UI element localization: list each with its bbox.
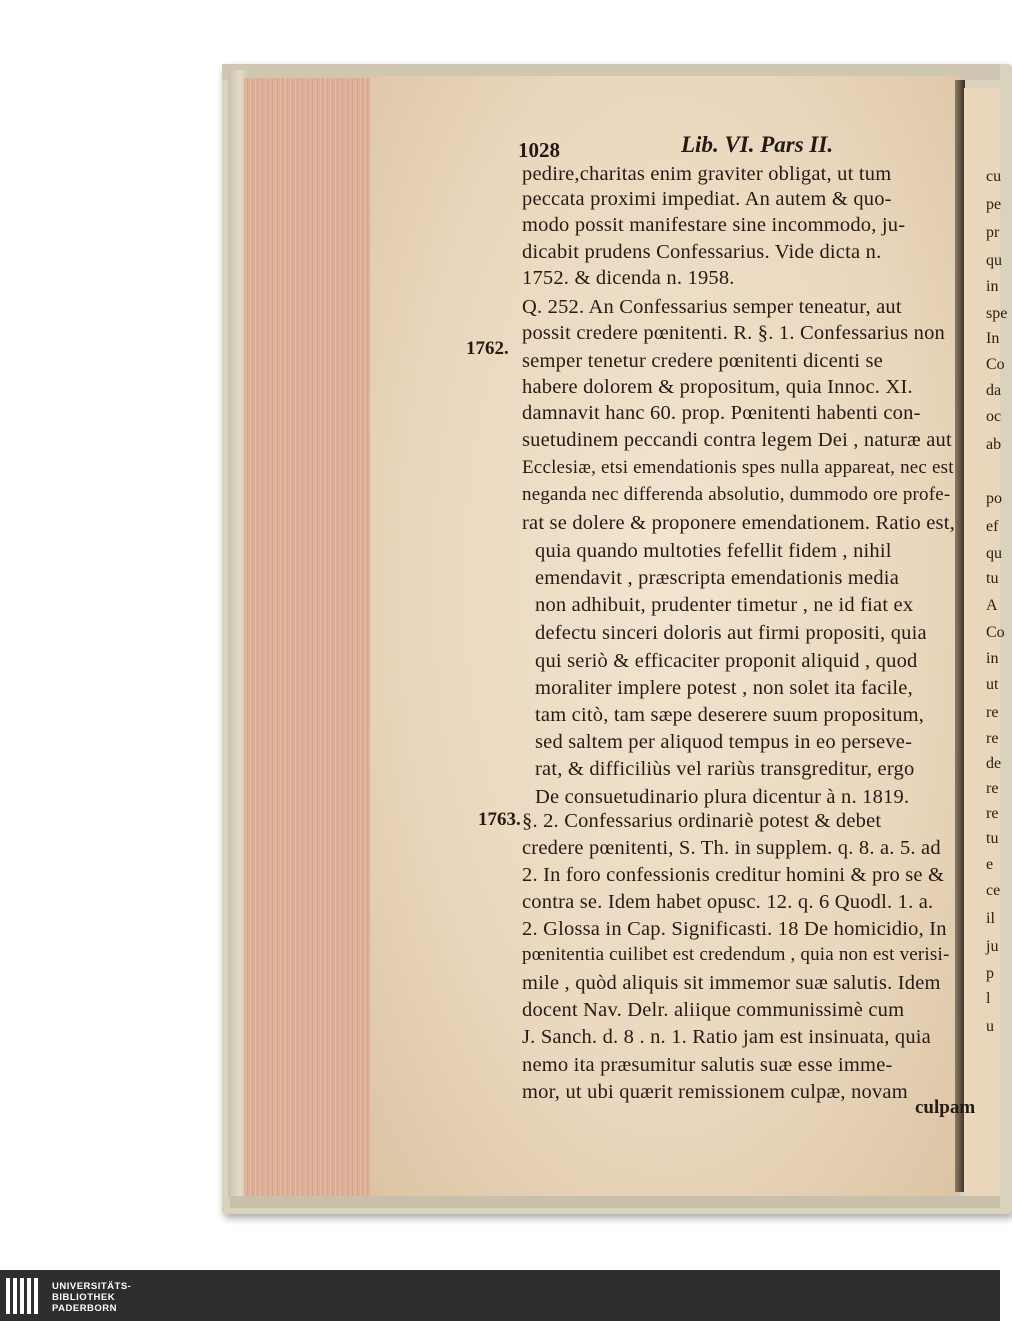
text-line: §. 2. Confessarius ordinariè potest & debet xyxy=(522,810,882,832)
text-line: rat se dolere & proponere emendationem. Ratio est, xyxy=(522,512,955,534)
text-line: peccata proximi impediat. An autem & quo- xyxy=(522,188,892,210)
facing-page-fragment: ef xyxy=(986,518,999,535)
margin-number: 1762. xyxy=(466,338,509,359)
facing-page-fragment: oc xyxy=(986,408,1002,425)
facing-page-fragment: e xyxy=(986,856,994,873)
text-line: suetudinem peccandi contra legem Dei , naturæ aut xyxy=(522,429,952,451)
text-line: De consuetudinario plura dicentur à n. 1819. xyxy=(535,786,910,808)
text-line: defectu sinceri doloris aut firmi propositi, quia xyxy=(535,622,927,644)
library-footer xyxy=(0,1270,1000,1321)
text-line: 2. In foro confessionis creditur homini & pro se & xyxy=(522,864,945,886)
facing-page-fragment: de xyxy=(986,755,1002,772)
facing-page-fragment: in xyxy=(986,278,999,295)
text-line: tam citò, tam sæpe deserere suum propositum, xyxy=(535,704,925,726)
text-line: rat, & difficiliùs vel rariùs transgreditur, ergo xyxy=(535,758,915,780)
facing-page-fragment: spe xyxy=(986,305,1008,322)
page-block-edge xyxy=(244,78,371,1196)
text-line: modo possit manifestare sine incommodo, ju- xyxy=(522,214,906,236)
text-line: docent Nav. Delr. aliique communissimè cum xyxy=(522,999,905,1021)
text-line: dicabit prudens Confessarius. Vide dicta n. xyxy=(522,241,882,263)
margin-number: 1763. xyxy=(478,809,521,830)
text-line: possit credere pœnitenti. R. §. 1. Confessarius non xyxy=(522,322,945,344)
text-line: pedire,charitas enim graviter obligat, ut tum xyxy=(522,163,892,185)
text-line: quia quando multoties fefellit fidem , nihil xyxy=(535,540,892,562)
facing-page-fragment: pr xyxy=(986,224,1000,241)
text-line: qui seriò & efficaciter proponit aliquid , quod xyxy=(535,650,918,672)
text-line: 2. Glossa in Cap. Significasti. 18 De homicidio, In xyxy=(522,918,947,940)
facing-page-fragment: qu xyxy=(986,252,1002,269)
book-bottom-edge xyxy=(230,1196,1000,1208)
text-line: sed saltem per aliquod tempus in eo perseve- xyxy=(535,731,913,753)
institution-line: PADERBORN xyxy=(52,1303,118,1314)
facing-page-fragment: u xyxy=(986,1018,994,1035)
text-line: damnavit hanc 60. prop. Pœnitenti habenti con- xyxy=(522,402,921,424)
facing-page-fragment: l xyxy=(986,990,991,1007)
text-line: nemo ita præsumitur salutis suæ esse imme- xyxy=(522,1054,893,1076)
text-line: habere dolorem & propositum, quia Innoc. XI. xyxy=(522,376,913,398)
text-line: non adhibuit, prudenter timetur , ne id fiat ex xyxy=(535,594,914,616)
institution-line: BIBLIOTHEK xyxy=(52,1292,116,1303)
facing-page-fragment: il xyxy=(986,910,995,927)
facing-page-fragment: ju xyxy=(986,938,999,955)
facing-page-fragment: re xyxy=(986,805,999,822)
facing-page-fragment: pe xyxy=(986,196,1002,213)
facing-page-fragment: po xyxy=(986,490,1002,507)
page-number: 1028 xyxy=(518,138,560,162)
facing-page-fragment: ut xyxy=(986,676,999,693)
facing-page-fragment: ab xyxy=(986,436,1002,453)
facing-page-fragment: re xyxy=(986,730,999,747)
text-line: Q. 252. An Confessarius semper teneatur, aut xyxy=(522,296,902,318)
facing-page-fragment: Co xyxy=(986,356,1005,373)
text-line: J. Sanch. d. 8 . n. 1. Ratio jam est insinuata, quia xyxy=(522,1026,931,1048)
facing-page-fragment: re xyxy=(986,780,999,797)
text-line: Ecclesiæ, etsi emendationis spes nulla appareat, nec est xyxy=(522,457,954,478)
text-line: moraliter implere potest , non solet ita facile, xyxy=(535,677,913,699)
facing-page-fragment: re xyxy=(986,704,999,721)
institution-line: UNIVERSITÄTS- xyxy=(52,1281,132,1292)
catchword: culpam xyxy=(915,1097,976,1118)
text-line: pœnitentia cuilibet est credendum , quia non est verisi- xyxy=(522,944,950,965)
text-line: mor, ut ubi quærit remissionem culpæ, novam xyxy=(522,1081,908,1103)
facing-page-fragment: in xyxy=(986,650,999,667)
facing-page-fragment: A xyxy=(986,597,998,614)
facing-page-fragment: In xyxy=(986,330,1000,347)
text-line: 1752. & dicenda n. 1958. xyxy=(522,267,735,289)
text-line: mile , quòd aliquis sit immemor suæ salutis. Idem xyxy=(522,972,941,994)
facing-page-fragment: qu xyxy=(986,545,1002,562)
text-line: emendavit , præscripta emendationis media xyxy=(535,567,899,589)
running-title: Lib. VI. Pars II. xyxy=(681,132,834,157)
facing-page-fragment: cu xyxy=(986,168,1002,185)
text-line: neganda nec differenda absolutio, dummodo ore profe- xyxy=(522,484,951,505)
facing-page-fragment: Co xyxy=(986,624,1005,641)
facing-page-fragment: ce xyxy=(986,882,1001,899)
facing-page-fragment: p xyxy=(986,965,994,982)
text-line: semper tenetur credere pœnitenti dicenti se xyxy=(522,350,883,372)
facing-page-fragment: tu xyxy=(986,570,999,587)
facing-page-fragment: da xyxy=(986,382,1002,399)
text-line: credere pœnitenti, S. Th. in supplem. q. 8. a. 5. ad xyxy=(522,837,941,859)
facing-page-fragment: tu xyxy=(986,830,999,847)
text-line: contra se. Idem habet opusc. 12. q. 6 Quodl. 1. a. xyxy=(522,891,934,913)
library-logo-icon xyxy=(6,1278,42,1314)
